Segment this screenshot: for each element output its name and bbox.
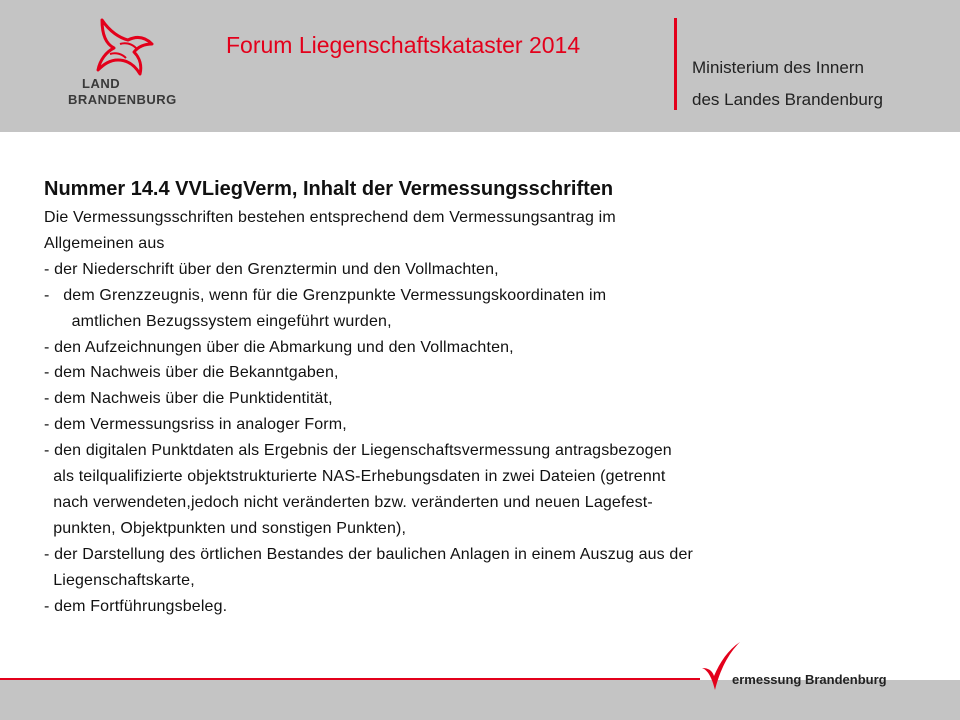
body-line: - den digitalen Punktdaten als Ergebnis der Liegenschaftsvermessung antragsbezogen	[44, 442, 672, 460]
logo-text-land: LAND	[82, 76, 121, 91]
vermessung-brandenburg-logo	[698, 640, 938, 700]
eagle-icon	[80, 14, 170, 78]
footer-divider	[0, 678, 700, 680]
body-text	[44, 205, 924, 620]
body-line: - den Aufzeichnungen über die Abmarkung und den Vollmachten,	[44, 338, 514, 356]
body-line: punkten, Objektpunkten und sonstigen Punkten),	[44, 519, 407, 537]
ministry-line-2: des Landes Brandenburg	[692, 90, 883, 109]
body-line: - der Darstellung des örtlichen Bestandes der baulichen Anlagen in einem Auszug aus der	[44, 545, 694, 563]
body-line: - dem Fortführungsbeleg.	[44, 597, 228, 615]
slide-content	[44, 178, 924, 620]
logo-text-brandenburg: BRANDENBURG	[68, 92, 177, 107]
forum-title: Forum Liegenschaftskataster 2014	[226, 32, 581, 58]
body-line: - der Niederschrift über den Grenztermin und den Vollmachten,	[44, 260, 499, 278]
ministry-line-1: Ministerium des Innern	[692, 58, 864, 77]
header-divider	[674, 18, 677, 110]
ministry-name	[692, 52, 883, 116]
land-brandenburg-logo	[62, 14, 212, 114]
body-line: - dem Grenzzeugnis, wenn für die Grenzpunkte Vermessungskoordinaten im	[44, 286, 607, 304]
body-line: Die Vermessungsschriften bestehen entsprechend dem Vermessungsantrag im	[44, 209, 616, 226]
body-line: - dem Nachweis über die Bekanntgaben,	[44, 364, 339, 382]
body-line: nach verwendeten,jedoch nicht veränderten bzw. veränderten und neuen Lagefest-	[44, 493, 653, 511]
footer-brand-text: ermessung Brandenburg	[732, 672, 887, 687]
body-line: Allgemeinen aus	[44, 234, 165, 252]
slide-heading: Nummer 14.4 VVLiegVerm, Inhalt der Vermessungsschriften	[44, 178, 614, 200]
header-bar	[0, 0, 960, 132]
body-line: Liegenschaftskarte,	[44, 571, 195, 589]
body-line: - dem Nachweis über die Punktidentität,	[44, 390, 333, 408]
body-line: - dem Vermessungsriss in analoger Form,	[44, 416, 347, 434]
body-line: amtlichen Bezugssystem eingeführt wurden,	[44, 312, 392, 330]
body-line: als teilqualifizierte objektstrukturierte NAS-Erhebungsdaten in zwei Dateien (getrennt	[44, 468, 666, 486]
checkmark-v-icon	[698, 640, 742, 696]
